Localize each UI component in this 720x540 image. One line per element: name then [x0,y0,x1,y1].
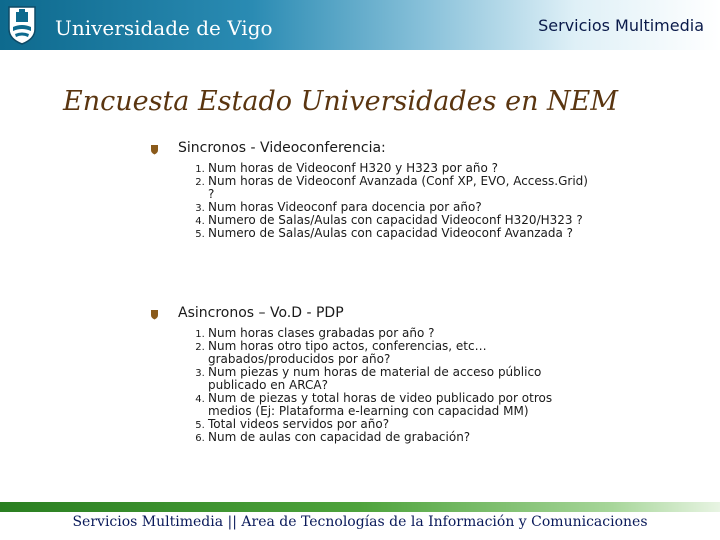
bullet-icon [150,144,159,155]
department-name: Servicios Multimedia [538,16,704,35]
list-item: 3. Num horas Videoconf para docencia por año? [208,201,588,214]
list-item: 1. Num horas de Videoconf H320 y H323 por año ? [208,162,588,175]
list-item: 6. Num de aulas con capacidad de grabación? [208,431,588,444]
list-item: 2. Num horas de Videoconf Avanzada (Conf XP, EVO, Access.Grid) ? [208,175,588,201]
university-name: Universidade de Vigo [55,16,273,40]
question-list [180,327,588,444]
footer-bar [0,502,720,512]
list-item: 5. Total videos servidos por año? [208,418,588,431]
section-heading: Asincronos – Vo.D - PDP [178,305,344,321]
bullet-icon [150,309,159,320]
list-item: 2. Num horas otro tipo actos, conferencias, etc… grabados/producidos por año? [208,340,588,366]
list-item: 3. Num piezas y num horas de material de acceso público publicado en ARCA? [208,366,588,392]
question-list [180,162,588,240]
footer-text: Servicios Multimedia || Area de Tecnologías de la Información y Comunicaciones [72,514,648,530]
section-heading: Sincronos - Videoconferencia: [178,140,386,156]
list-item: 4. Numero de Salas/Aulas con capacidad Videoconf H320/H323 ? [208,214,588,227]
university-crest-icon [6,5,38,45]
list-item: 5. Numero de Salas/Aulas con capacidad Videoconf Avanzada ? [208,227,588,240]
list-item: 1. Num horas clases grabadas por año ? [208,327,588,340]
page-title: Encuesta Estado Universidades en NEM [63,86,619,117]
header-bar [0,0,720,50]
list-item: 4. Num de piezas y total horas de video publicado por otros medios (Ej: Plataforma e-learning con capacidad MM) [208,392,588,418]
